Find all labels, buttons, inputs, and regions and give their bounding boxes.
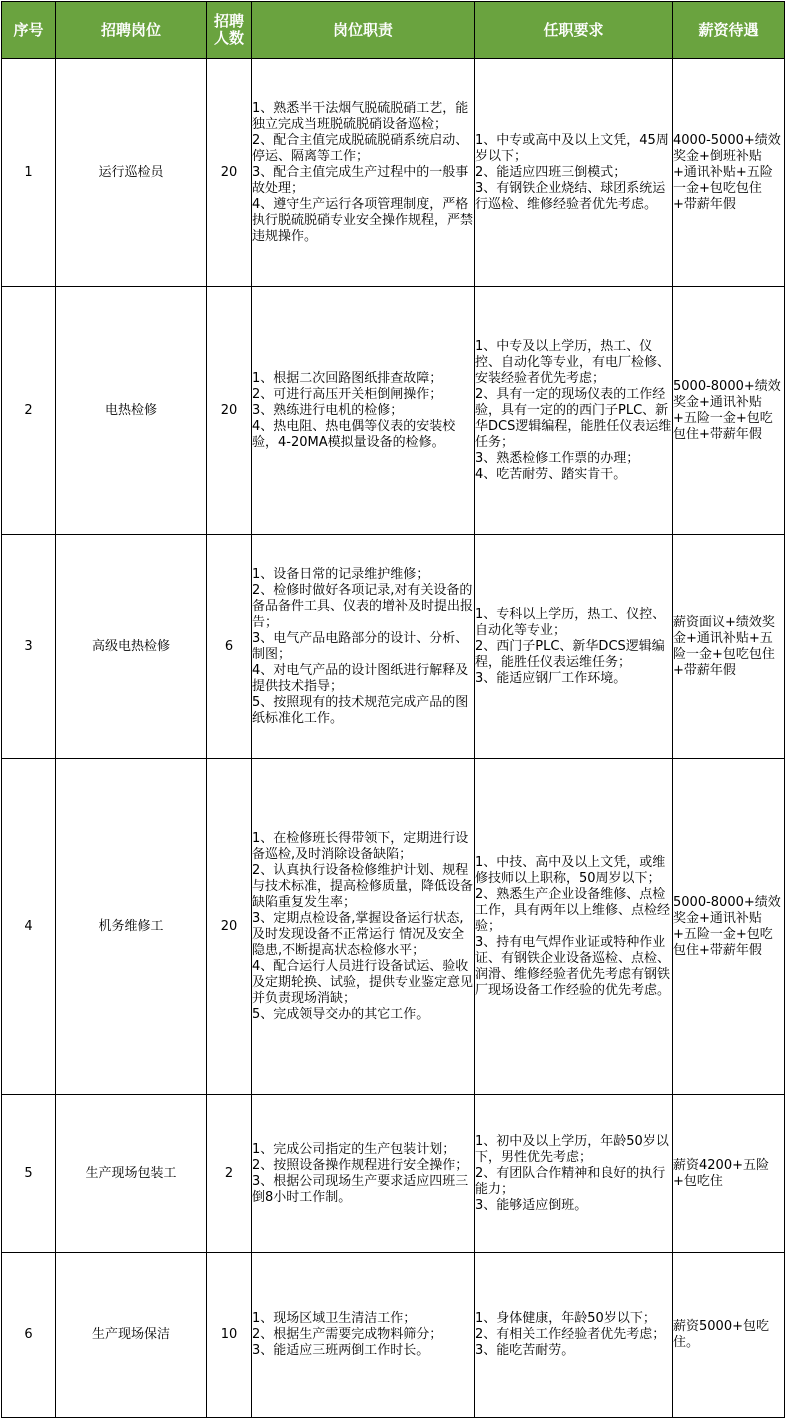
- table-row: [2, 287, 785, 535]
- header-duties: 岗位职责: [252, 2, 475, 59]
- recruitment-table: [1, 1, 785, 1418]
- row-count: 20: [207, 759, 252, 1095]
- row-requirements: 1、中技、高中及以上文凭，或维修技师以上职称，50周岁以下； 2、熟悉生产企业设备维修、点检工作，具有两年以上维修、点检经验； 3、持有电气焊作业证或特种作业证、有钢铁企业设备巡检、点检、润滑、维修经验者优先考虑有钢铁厂现场设备工作经验的优先考虑。: [475, 759, 673, 1095]
- table-row: [2, 1095, 785, 1253]
- row-salary: 薪资面议+绩效奖金+通讯补贴+五险一金+包吃包住+带薪年假: [673, 535, 785, 759]
- row-count: 20: [207, 59, 252, 287]
- row-no: 5: [2, 1095, 56, 1253]
- header-salary: 薪资待遇: [673, 2, 785, 59]
- row-requirements: 1、专科以上学历，热工、仪控、自动化等专业； 2、西门子PLC、新华DCS逻辑编程，能胜任仪表运维任务； 3、能适应钢厂工作环境。: [475, 535, 673, 759]
- row-position: 运行巡检员: [56, 59, 207, 287]
- row-duties: 1、完成公司指定的生产包装计划； 2、按照设备操作规程进行安全操作； 3、根据公司现场生产要求适应四班三倒8小时工作制。: [252, 1095, 475, 1253]
- row-count: 6: [207, 535, 252, 759]
- row-salary: 4000-5000+绩效奖金+倒班补贴+通讯补贴+五险一金+包吃包住+带薪年假: [673, 59, 785, 287]
- row-count: 10: [207, 1253, 252, 1418]
- row-requirements: 1、中专或高中及以上文凭，45周岁以下； 2、能适应四班三倒模式； 3、有钢铁企业烧结、球团系统运行巡检、维修经验者优先考虑。: [475, 59, 673, 287]
- row-salary: 薪资5000+包吃住。: [673, 1253, 785, 1418]
- row-salary: 薪资4200+五险+包吃住: [673, 1095, 785, 1253]
- row-duties: 1、现场区域卫生清洁工作； 2、根据生产需要完成物料筛分； 3、能适应三班两倒工作时长。: [252, 1253, 475, 1418]
- row-no: 6: [2, 1253, 56, 1418]
- row-no: 2: [2, 287, 56, 535]
- header-no: 序号: [2, 2, 56, 59]
- row-requirements: 1、中专及以上学历，热工、仪控、自动化等专业，有电厂检修、安装经验者优先考虑； 2、具有一定的现场仪表的工作经验，具有一定的的西门子PLC、新华DCS逻辑编程，能胜任仪表运维任务； 3、熟悉检修工作票的办理； 4、吃苦耐劳、踏实肯干。: [475, 287, 673, 535]
- header-row: [2, 2, 785, 59]
- row-position: 机务维修工: [56, 759, 207, 1095]
- row-position: 高级电热检修: [56, 535, 207, 759]
- row-count: 20: [207, 287, 252, 535]
- table-row: [2, 535, 785, 759]
- row-no: 3: [2, 535, 56, 759]
- row-salary: 5000-8000+绩效奖金+通讯补贴+五险一金+包吃包住+带薪年假: [673, 287, 785, 535]
- row-duties: 1、熟悉半干法烟气脱硫脱硝工艺，能独立完成当班脱硫脱硝设备巡检； 2、配合主值完成脱硫脱硝系统启动、停运、隔离等工作； 3、配合主值完成生产过程中的一般事故处理； 4、遵守生产运行各项管理制度，严格执行脱硫脱硝专业安全操作规程，严禁违规操作。: [252, 59, 475, 287]
- table-row: [2, 1253, 785, 1418]
- row-position: 电热检修: [56, 287, 207, 535]
- header-requirements: 任职要求: [475, 2, 673, 59]
- row-count: 2: [207, 1095, 252, 1253]
- row-no: 1: [2, 59, 56, 287]
- row-duties: 1、设备日常的记录维护维修； 2、检修时做好各项记录,对有关设备的备品备件工具、仪表的增补及时提出报告； 3、电气产品电路部分的设计、分析、制图； 4、对电气产品的设计图纸进行解释及提供技术指导； 5、按照现有的技术规范完成产品的图纸标准化工作。: [252, 535, 475, 759]
- table-row: [2, 759, 785, 1095]
- row-no: 4: [2, 759, 56, 1095]
- row-position: 生产现场包装工: [56, 1095, 207, 1253]
- row-requirements: 1、初中及以上学历，年龄50岁以下，男性优先考虑； 2、有团队合作精神和良好的执行能力； 3、能够适应倒班。: [475, 1095, 673, 1253]
- table-row: [2, 59, 785, 287]
- row-requirements: 1、身体健康，年龄50岁以下； 2、有相关工作经验者优先考虑； 3、能吃苦耐劳。: [475, 1253, 673, 1418]
- header-position: 招聘岗位: [56, 2, 207, 59]
- row-duties: 1、根据二次回路图纸排查故障； 2、可进行高压开关柜倒闸操作； 3、熟练进行电机的检修； 4、热电阻、热电偶等仪表的安装校验，4-20MA模拟量设备的检修。: [252, 287, 475, 535]
- header-count-line1: 招聘: [213, 12, 244, 30]
- header-count: [207, 2, 252, 59]
- row-position: 生产现场保洁: [56, 1253, 207, 1418]
- row-duties: 1、在检修班长得带领下，定期进行设备巡检,及时消除设备缺陷； 2、认真执行设备检修维护计划、规程与技术标准，提高检修质量，降低设备缺陷重复发生率； 3、定期点检设备,掌握设备运行状态,及时发现设备不正常运行 情况及安全隐患,不断提高状态检修水平； 4、配合运行人员进行设备试运、验收及定期轮换、试验，提供专业鉴定意见并负责现场消缺； 5、完成领导交办的其它工作。: [252, 759, 475, 1095]
- header-count-line2: 人数: [213, 29, 244, 47]
- row-salary: 5000-8000+绩效奖金+通讯补贴+五险一金+包吃包住+带薪年假: [673, 759, 785, 1095]
